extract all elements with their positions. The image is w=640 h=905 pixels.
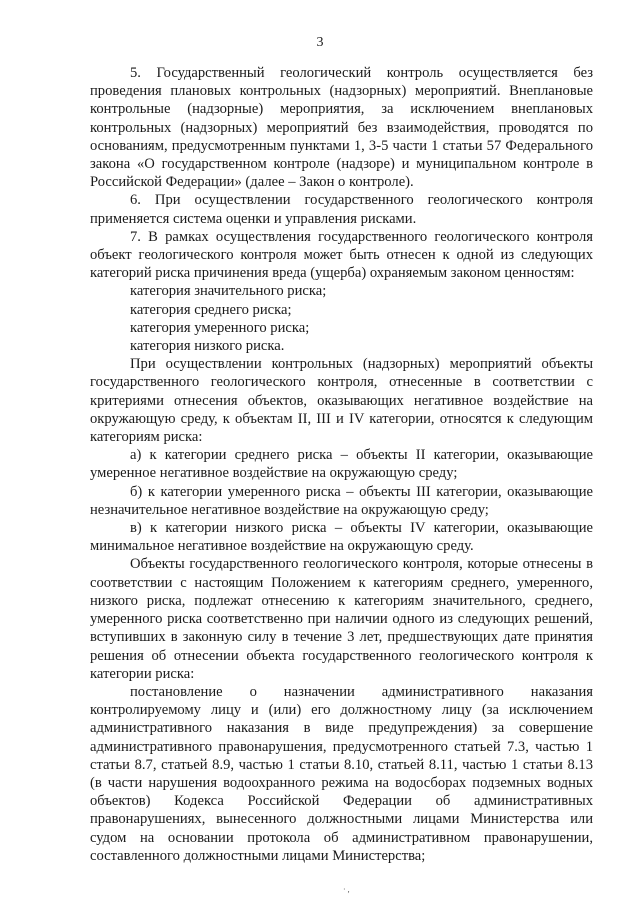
item-v: в) к категории низкого риска – объекты IV категории, оказывающие минимальное негативное воздействие на окружающую среду. <box>90 520 593 555</box>
risk-category-moderate: категория умеренного риска; <box>130 319 310 336</box>
item-b: б) к категории умеренного риска – объекты III категории, оказывающие незначительное негативное воздействие на окружающую среду; <box>90 483 593 518</box>
document-body <box>90 64 593 865</box>
risk-category-low: категория низкого риска. <box>130 338 285 355</box>
risk-category-medium: категория среднего риска; <box>130 301 292 318</box>
paragraph-resolution: постановление о назначении административного наказания контролируемому лицу и (или) его должностному лицу (за исключением административного наказания в виде предупреждения) за совершение административного правонарушения, предусмотренного статьей 7.3, частью 1 статьи 8.7, статьей 8.9, частью 1 статьи 8.10, статьей 8.11, частью 1 статьи 8.13 (в части нарушения водоохранного режима на водосборах подземных водных объектов) Кодекса Российской Федерации об административных правонарушениях, вынесенного должностными лицами Министерства или судом на основании протокола об административном правонарушении, составленного должностными лицами Министерства; <box>90 683 593 864</box>
paragraph-5: 5. Государственный геологический контроль осуществляется без проведения плановых контрольных (надзорных) мероприятий. Внеплановые контрольные (надзорные) мероприятия, за исключением внеплановых контрольных (надзорных) мероприятий без взаимодействия, проводятся по основаниям, предусмотренным пунктами 1, 3-5 части 1 статьи 57 Федерального закона «О государственном контроле (надзоре) и муниципальном контроле в Российской Федерации» (далее – Закон о контроле). <box>90 65 593 191</box>
scan-artifact: · , <box>343 885 350 894</box>
paragraph-risk-assignment: При осуществлении контрольных (надзорных) мероприятий объекты государственного геологического контроля, отнесенные в соответствии с критериями отнесения объектов, оказывающих негативное воздействие на окружающую среду, к объектам II, III и IV категории, относятся к следующим категориям риска: <box>90 356 593 446</box>
paragraph-reclassification: Объекты государственного геологического контроля, которые отнесены в соответствии с настоящим Положением к категориям среднего, умеренного, низкого риска, подлежат отнесению к категориям значительного, среднего, умеренного риска соответственно при наличии одного из следующих решений, вступивших в законную силу в течение 3 лет, предшествующих дате принятия решения об отнесении объекта государственного геологического контроля к категории риска: <box>90 556 593 682</box>
paragraph-7: 7. В рамках осуществления государственного геологического контроля объект геологического контроля может быть отнесен к одной из следующих категорий риска причинения вреда (ущерба) охраняемым законом ценностям: <box>90 228 593 282</box>
item-a: а) к категории среднего риска – объекты II категории, оказывающие умеренное негативное воздействие на окружающую среду; <box>90 447 593 482</box>
paragraph-6: 6. При осуществлении государственного геологического контроля применяется система оценки и управления рисками. <box>90 192 593 227</box>
page-number: 3 <box>316 35 324 50</box>
risk-category-significant: категория значительного риска; <box>130 283 327 300</box>
